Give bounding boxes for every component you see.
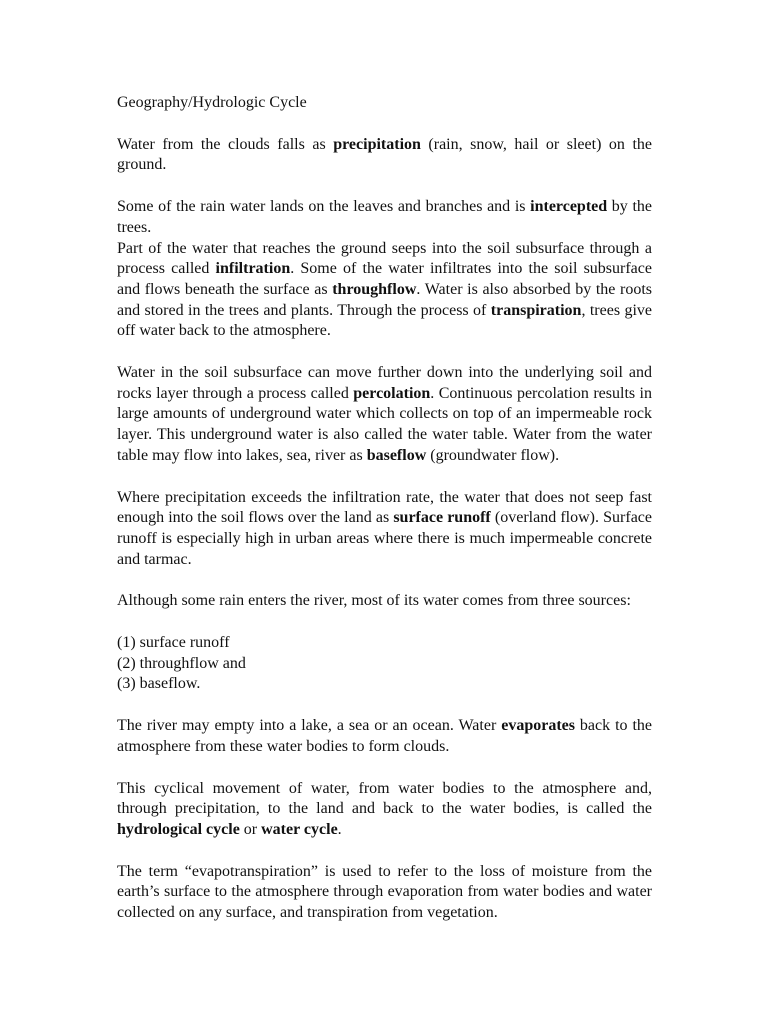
text-run: or: [239, 820, 262, 838]
text-run: back to the atmosphere from these water bodies to form clouds.: [117, 717, 652, 755]
paragraph-water-cycle: [117, 779, 652, 841]
text-run: Although some rain enters the river, most of its water comes from three sources:: [117, 592, 631, 610]
document-title: Geography/Hydrologic Cycle: [117, 94, 307, 111]
key-term: percolation: [353, 384, 431, 402]
key-term: evaporates: [501, 717, 575, 735]
key-term: transpiration: [490, 301, 582, 319]
key-term: water cycle: [261, 820, 338, 838]
key-term: intercepted: [530, 198, 608, 216]
paragraph-precipitation: [117, 135, 652, 176]
text-run: (groundwater flow).: [426, 446, 560, 464]
paragraph-river-sources: [117, 591, 652, 612]
paragraph-surface-runoff: [117, 488, 652, 571]
key-term: baseflow: [366, 446, 427, 464]
key-term: hydrological cycle: [117, 820, 240, 838]
text-run: Where precipitation exceeds the infiltration rate, the water that does not seep fast enough into the soil flows over the land as: [117, 488, 652, 527]
paragraph-evapotranspiration: [117, 862, 652, 924]
list-item: (3) baseflow.: [117, 675, 201, 693]
key-term: surface runoff: [393, 509, 491, 527]
text-run: by the trees.: [117, 198, 652, 236]
text-run: This cyclical movement of water, from water bodies to the atmosphere and, through precipitation, to the land and back to the water bodies, is called the: [117, 779, 652, 818]
paragraph-percolation: [117, 363, 652, 467]
document-body: [117, 93, 652, 924]
text-run: The river may empty into a lake, a sea or an ocean. Water: [117, 717, 502, 735]
text-run: The term “evapotranspiration” is used to refer to the loss of moisture from the earth’s surface to the atmosphere through evaporation from water bodies and water collected on any surface, and transpiration from vegetation.: [117, 862, 652, 922]
sources-list: [117, 633, 652, 695]
list-item: (2) throughflow and: [117, 654, 246, 672]
text-run: . Continuous percolation results in large amounts of underground water which collects on top of an impermeable rock layer. This underground water is also called the water table. Water from the water table may flow into lakes, sea, river as: [117, 384, 652, 464]
text-run: . Some of the water infiltrates into the soil subsurface and flows beneath the surface as: [117, 260, 652, 298]
paragraph-evaporation: [117, 716, 652, 757]
key-term: infiltration: [215, 260, 291, 278]
text-run: Some of the rain water lands on the leaves and branches and is: [117, 198, 531, 216]
text-run: (overland flow). Surface runoff is especially high in urban areas where there is much impermeable concrete and tarmac.: [117, 509, 653, 568]
key-term: precipitation: [333, 135, 421, 153]
text-run: (rain, snow, hail or sleet) on the ground.: [117, 135, 652, 174]
text-run: .: [337, 820, 342, 838]
text-run: Water in the soil subsurface can move further down into the underlying soil and rocks layer through a process called: [117, 364, 652, 402]
key-term: throughflow: [332, 280, 417, 298]
text-run: , trees give off water back to the atmosphere.: [117, 301, 653, 340]
paragraph-infiltration: [117, 239, 652, 343]
paragraph-interception: [117, 197, 652, 238]
text-run: Water from the clouds falls as: [117, 135, 334, 153]
text-run: Part of the water that reaches the ground seeps into the soil subsurface through a process called: [117, 239, 652, 278]
text-run: . Water is also absorbed by the roots and stored in the trees and plants. Through the process of: [117, 280, 653, 319]
list-item: (1) surface runoff: [117, 634, 230, 652]
